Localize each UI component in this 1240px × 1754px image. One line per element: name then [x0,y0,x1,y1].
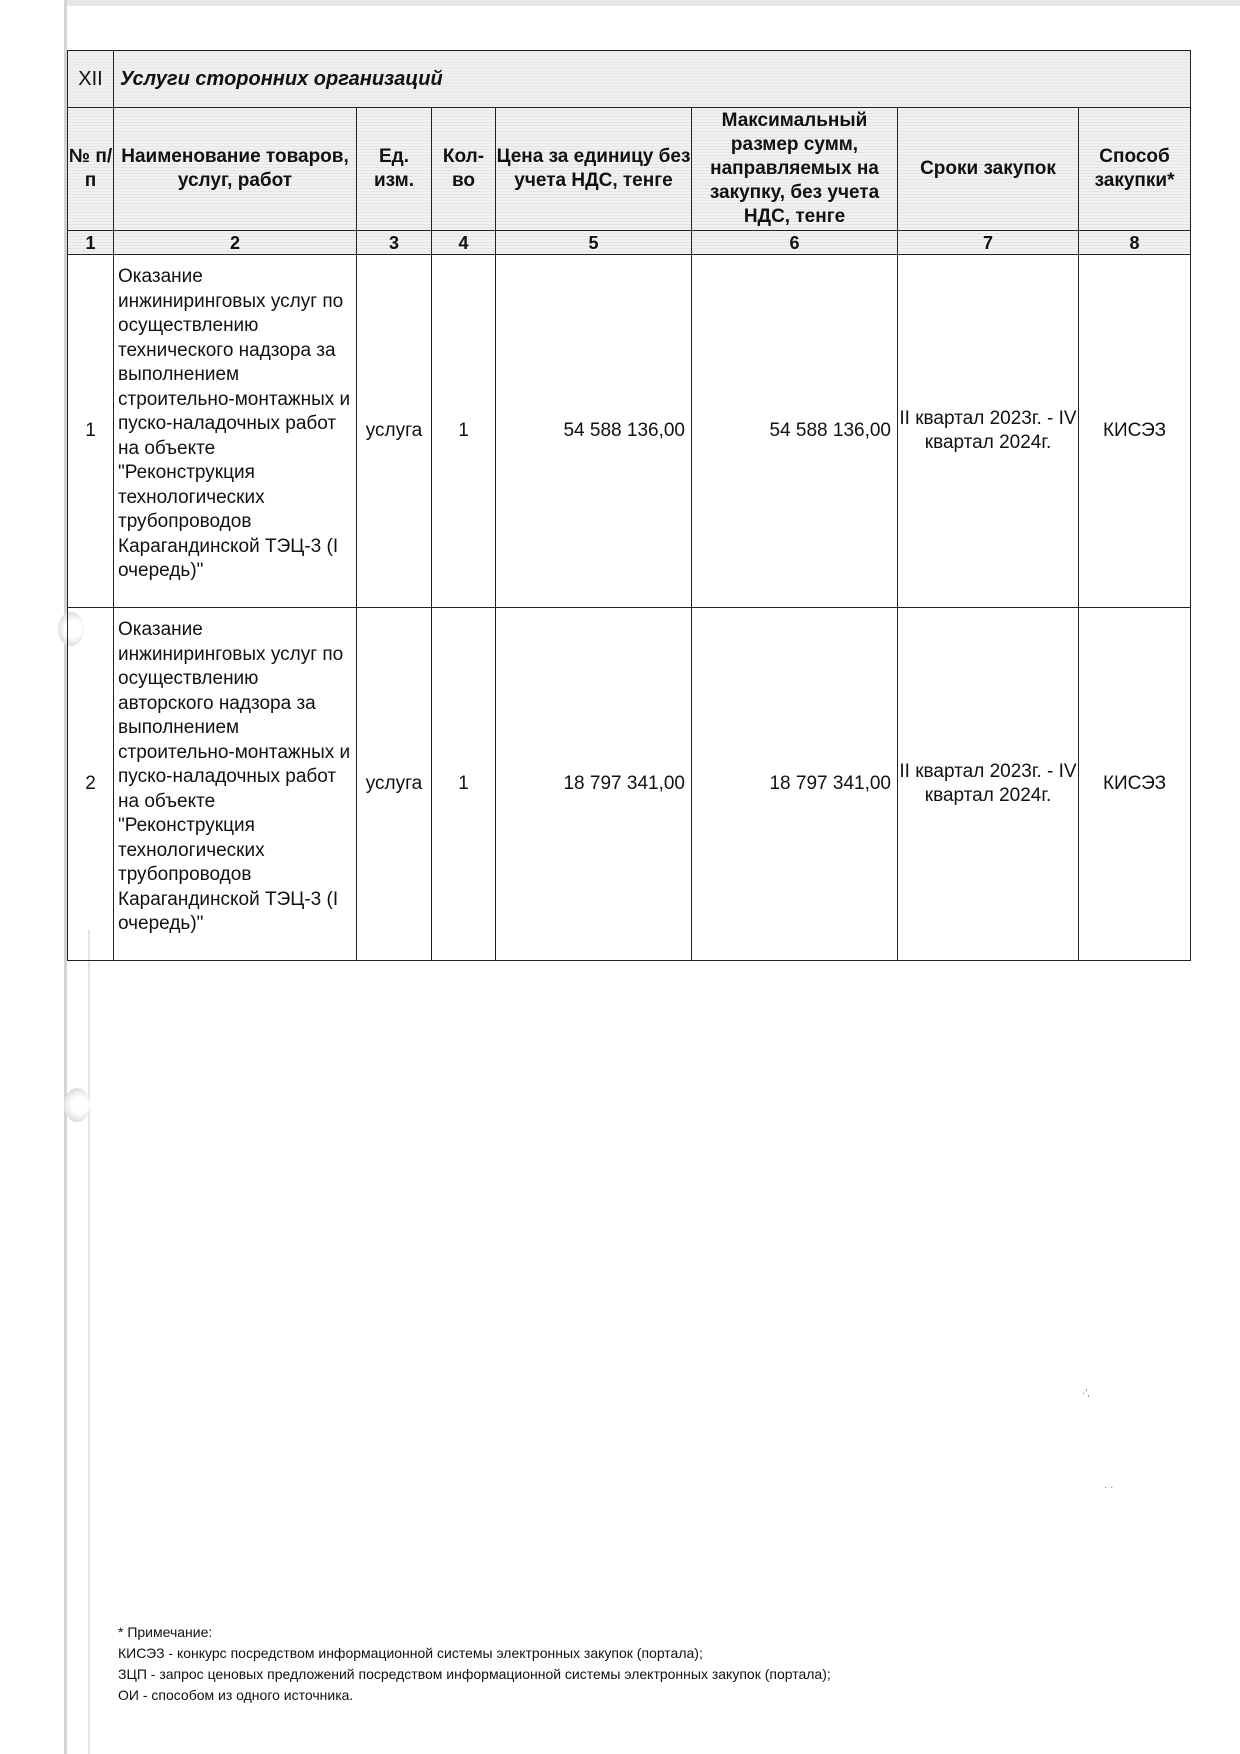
header-num: № п/п [68,108,114,231]
column-number: 2 [114,231,357,255]
section-number: XII [68,51,114,108]
row-price: 18 797 341,00 [496,608,692,961]
header-terms: Сроки закупок [898,108,1079,231]
column-number: 5 [496,231,692,255]
row-max-sum: 54 588 136,00 [692,255,898,608]
footnote-line: КИСЭЗ - конкурс посредством информационной системы электронных закупок (портала); [118,1645,703,1661]
column-number: 7 [898,231,1079,255]
header-row [68,108,1191,231]
row-number: 1 [68,255,114,608]
header-method: Способ закупки* [1079,108,1191,231]
header-price: Цена за единицу без учета НДС, тенге [496,108,692,231]
column-number-row [68,231,1191,255]
footnote [118,1622,831,1706]
row-price: 54 588 136,00 [496,255,692,608]
footnote-line: ОИ - способом из одного источника. [118,1687,354,1703]
row-method: КИСЭЗ [1079,608,1191,961]
column-number: 1 [68,231,114,255]
row-unit: услуга [357,608,432,961]
column-number: 3 [357,231,432,255]
punch-hole-bottom [64,1088,90,1122]
row-max-sum: 18 797 341,00 [692,608,898,961]
row-qty: 1 [432,255,496,608]
row-method: КИСЭЗ [1079,255,1191,608]
footnote-line: ЗЦП - запрос ценовых предложений посредством информационной системы электронных закупок (портала); [118,1666,831,1682]
row-number: 2 [68,608,114,961]
procurement-table [67,50,1191,961]
header-max-sum: Максимальный размер сумм, направляемых на закупку, без учета НДС, тенге [692,108,898,231]
row-terms: II квартал 2023г. - IV квартал 2024г. [898,608,1079,961]
row-name: Оказание инжиниринговых услуг по осуществлению авторского надзора за выполнением строительно-монтажных и пуско-наладочных работ на объекте "Реконструкция технологических трубопроводов Карагандинской ТЭЦ-3 (I очередь)" [114,608,357,961]
column-number: 6 [692,231,898,255]
scan-speck: · · [1104,1482,1114,1493]
row-qty: 1 [432,608,496,961]
scan-speck: ·', [1082,1388,1091,1399]
header-name: Наименование товаров, услуг, работ [114,108,357,231]
row-terms: II квартал 2023г. - IV квартал 2024г. [898,255,1079,608]
footnote-title: * Примечание: [118,1624,213,1640]
page-edge-top [64,0,1240,6]
column-number: 4 [432,231,496,255]
row-unit: услуга [357,255,432,608]
table-row [68,608,1191,961]
page-fold-line [88,930,90,1754]
table-row [68,255,1191,608]
column-number: 8 [1079,231,1191,255]
row-name: Оказание инжиниринговых услуг по осуществлению технического надзора за выполнением строительно-монтажных и пуско-наладочных работ на объекте "Реконструкция технологических трубопроводов Карагандинской ТЭЦ-3 (I очередь)" [114,255,357,608]
section-title: Услуги сторонних организаций [114,51,1191,108]
section-row [68,51,1191,108]
header-unit: Ед. изм. [357,108,432,231]
header-qty: Кол-во [432,108,496,231]
